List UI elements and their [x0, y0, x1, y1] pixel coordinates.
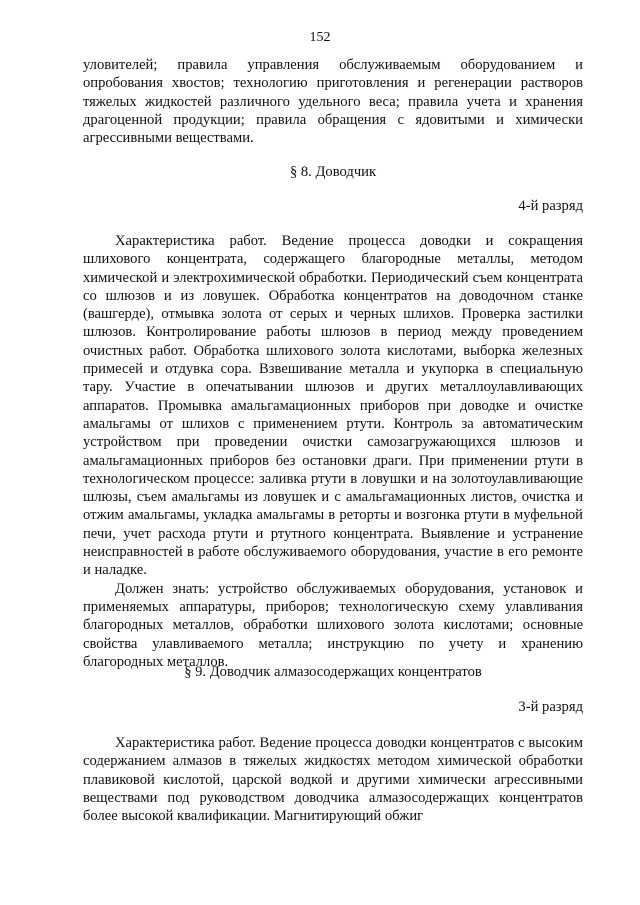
section-8-heading-block	[83, 163, 583, 181]
intro-paragraph-block	[83, 56, 583, 147]
page-number: 152	[309, 30, 331, 45]
section-8-characteristic: Характеристика работ. Ведение процесса доводки и сокращения шлихового концентрата, содержащего благородные металлы, методом химической и электрохимической обработки. Периодический съем концентрата со шлюзов и из ловушек. Обработка концентратов на доводочном станке (вашгерде), отмывка золота от серых и черных шлихов. Проверка застилки шлюзов. Контролирование работы шлюзов в период между проведением очистных работ. Обработка шлихового золота кислотами, выборка железных примесей и отдувка сора. Взвешивание металла и укупорка в специальную тару. Участие в опечатывании шлюзов и других металлоулавливающих аппаратов. Промывка амальгамационных приборов при доводке и очистке амальгамы от шлихов с применением ртути. Контроль за автоматическим устройством при проведении очистки самозагружающихся шлюзов и амальгамационных приборов без остановки драги. При применении ртути в технологическом процессе: заливка ртути в ловушки и на золотоулавливающие шлюзы, съем амальгамы из ловушек и с амальгамационных листов, очистка и отжим амальгамы, укладка амальгамы в реторты и возгонка ртути в муфельной печи, учет расхода ртути и ртутного концентрата. Выявление и устранение неисправностей в работе обслуживаемого оборудования, участие в его ремонте и наладке.	[83, 233, 583, 579]
section-8-grade: 4-й разряд	[518, 198, 583, 214]
section-9-heading-block	[83, 663, 583, 681]
section-9-title: § 9. Доводчик алмазосодержащих концентратов	[184, 664, 482, 680]
section-8-grade-block	[83, 197, 583, 215]
section-9-body	[83, 734, 583, 825]
section-8-title: § 8. Доводчик	[289, 164, 377, 180]
section-8-body	[83, 232, 583, 671]
section-9-grade: 3-й разряд	[518, 699, 583, 715]
section-8-must-know: Должен знать: устройство обслуживаемых оборудования, установок и применяемых аппаратуры, приборов; технологическую схему улавливания благородных металлов, обработки шлихового золота кислотами; основные свойства улавливаемого металла; инструкцию по учету и хранению благородных металлов.	[83, 580, 583, 670]
section-9-characteristic: Характеристика работ. Ведение процесса доводки концентратов с высоким содержанием алмазов в тяжелых жидкостях методом химической обработки плавиковой кислотой, царской водкой и другими химически агрессивными веществами под руководством доводчика алмазосодержащих концентратов более высокой квалификации. Магнитирующий обжиг	[83, 735, 583, 825]
section-9-grade-block	[83, 698, 583, 716]
intro-paragraph: уловителей; правила управления обслуживаемым оборудованием и опробования хвостов; технологию приготовления и регенерации растворов тяжелых жидкостей различного удельного веса; правила учета и хранения драгоценной продукции; правила обращения с ядовитыми и химически агрессивными веществами.	[83, 57, 583, 147]
